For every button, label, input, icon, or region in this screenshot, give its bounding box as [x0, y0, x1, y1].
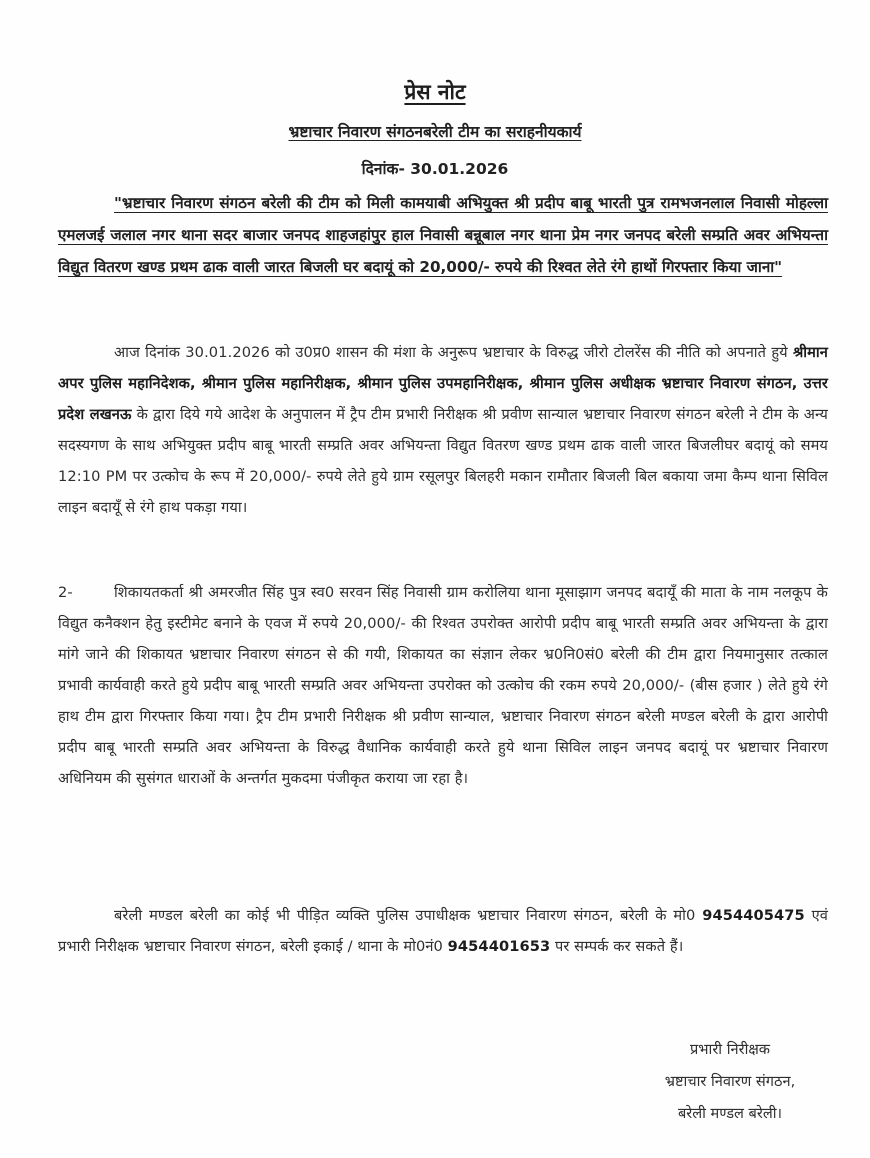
- paragraph-1-intro: आज दिनांक 30.01.2026 को उ0प्र0 शासन की मंशा के अनुरूप भ्रष्टाचार के विरुद्ध जीरो टोलरेंस की नीति को अपनाते हुये: [114, 344, 793, 361]
- paragraph-3: [58, 900, 828, 962]
- signature-location: बरेली मण्डल बरेली।: [677, 1105, 783, 1122]
- paragraph-2: [58, 577, 828, 794]
- paragraph-3-end: पर सम्पर्क कर सकते हैं।: [550, 938, 684, 955]
- headline: [58, 187, 828, 283]
- paragraph-3-middle: एवं प्रभारी निरीक्षक भ्रष्टाचार निवारण संगठन, बरेली इकाई / थाना के मो0नं0: [58, 907, 828, 955]
- signature-block: [620, 1034, 840, 1130]
- paragraph-1-body: के द्वारा दिये गये आदेश के अनुपालन में ट्रैप टीम प्रभारी निरीक्षक श्री प्रवीण सान्याल भ्रष्टाचार निवारण संगठन बरेली ने टीम के अन्य सदस्यगण के साथ अभियुक्त प्रदीप बाबू भारती सम्प्रति अवर अभियन्ता विद्युत वितरण खण्ड प्रथम ढाक वाली जारत बिजलीघर बदायूं को समय 12:10 PM पर उत्कोच के रूप में 20,000/- रुपये लेते हुये ग्राम रसूलपुर बिलहरी मकान रामौतार बिजली बिल बकाया जमा कैम्प थाना सिविल लाइन बदायूँ से रंगे हाथ पकड़ा गया।: [58, 406, 828, 516]
- paragraph-1-officials: श्रीमान अपर पुलिस महानिदेशक, श्रीमान पुलिस महानिरीक्षक, श्रीमान पुलिस उपमहानिरीक्षक, श्रीमान पुलिस अधीक्षक भ्रष्टाचार निवारण संगठन, उत्तर प्रदेश लखनऊ: [58, 344, 828, 423]
- phone-number-2: 9454401653: [447, 938, 551, 955]
- phone-number-1: 9454405475: [702, 907, 805, 924]
- signature-organization: भ्रष्टाचार निवारण संगठन,: [664, 1073, 796, 1090]
- title-text: प्रेस नोट: [404, 80, 466, 104]
- paragraph-3-intro: बरेली मण्डल बरेली का कोई भी पीड़ित व्यक्ति पुलिस उपाधीक्षक भ्रष्टाचार निवारण संगठन, बरेली के मो0: [114, 907, 703, 924]
- document-subtitle: [0, 120, 870, 142]
- document-title: [0, 78, 870, 106]
- signature-designation: प्रभारी निरीक्षक: [689, 1041, 771, 1058]
- subtitle-text: भ्रष्टाचार निवारण संगठनबरेली टीम का सराहनीयकार्य: [288, 123, 582, 141]
- paragraph-2-text: शिकायतकर्ता श्री अमरजीत सिंह पुत्र स्व0 सरवन सिंह निवासी ग्राम करोलिया थाना मूसाझाग जनपद बदायूँ की माता के नाम नलकूप के विद्युत कनैक्शन हेतु इस्टीमेट बनाने के एवज में रुपये 20,000/- की रिश्वत उपरोक्त आरोपी प्रदीप बाबू भारती सम्प्रति अवर अभियन्ता के द्वारा मांगे जाने की शिकायत भ्रष्टाचार निवारण संगठन से की गयी, शिकायत का संज्ञान लेकर भ्र0नि0सं0 बरेली की टीम द्वारा नियमानुसार तत्काल प्रभावी कार्यवाही करते हुये प्रदीप बाबू भारती सम्प्रति अवर अभियन्ता उपरोक्त को उत्कोच की रकम रुपये 20,000/- (बीस हजार ) लेते हुये रंगे हाथ टीम द्वारा गिरफ्तार किया गया। ट्रैप टीम प्रभारी निरीक्षक श्री प्रवीण सान्याल, भ्रष्टाचार निवारण संगठन बरेली मण्डल बरेली के द्वारा आरोपी प्रदीप बाबू भारती सम्प्रति अवर अभियन्ता के विरुद्ध वैधानिक कार्यवाही करते हुये थाना सिविल लाइन जनपद बदायूं पर भ्रष्टाचार निवारण अधिनियम की सुसंगत धाराओं के अन्तर्गत मुकदमा पंजीकृत कराया जा रहा है।: [58, 584, 828, 787]
- headline-text: "भ्रष्टाचार निवारण संगठन बरेली की टीम को मिली कामयाबी अभियुक्त श्री प्रदीप बाबू भारती पुत्र रामभजनलाल निवासी मोहल्ला एमलजई जलाल नगर थाना सदर बाजार जनपद शाहजहांपुर हाल निवासी बन्नूबाल नगर थाना प्रेम नगर जनपद बरेली सम्प्रति अवर अभियन्ता विद्युत वितरण खण्ड प्रथम ढाक वाली जारत बिजली घर बदायूं को 20,000/- रुपये की रिश्वत लेते रंगे हाथों गिरफ्तार किया जाना": [58, 194, 828, 276]
- document-date: दिनांक- 30.01.2026: [361, 160, 509, 178]
- paragraph-2-number: 2-: [58, 584, 73, 601]
- paragraph-1: [58, 337, 828, 523]
